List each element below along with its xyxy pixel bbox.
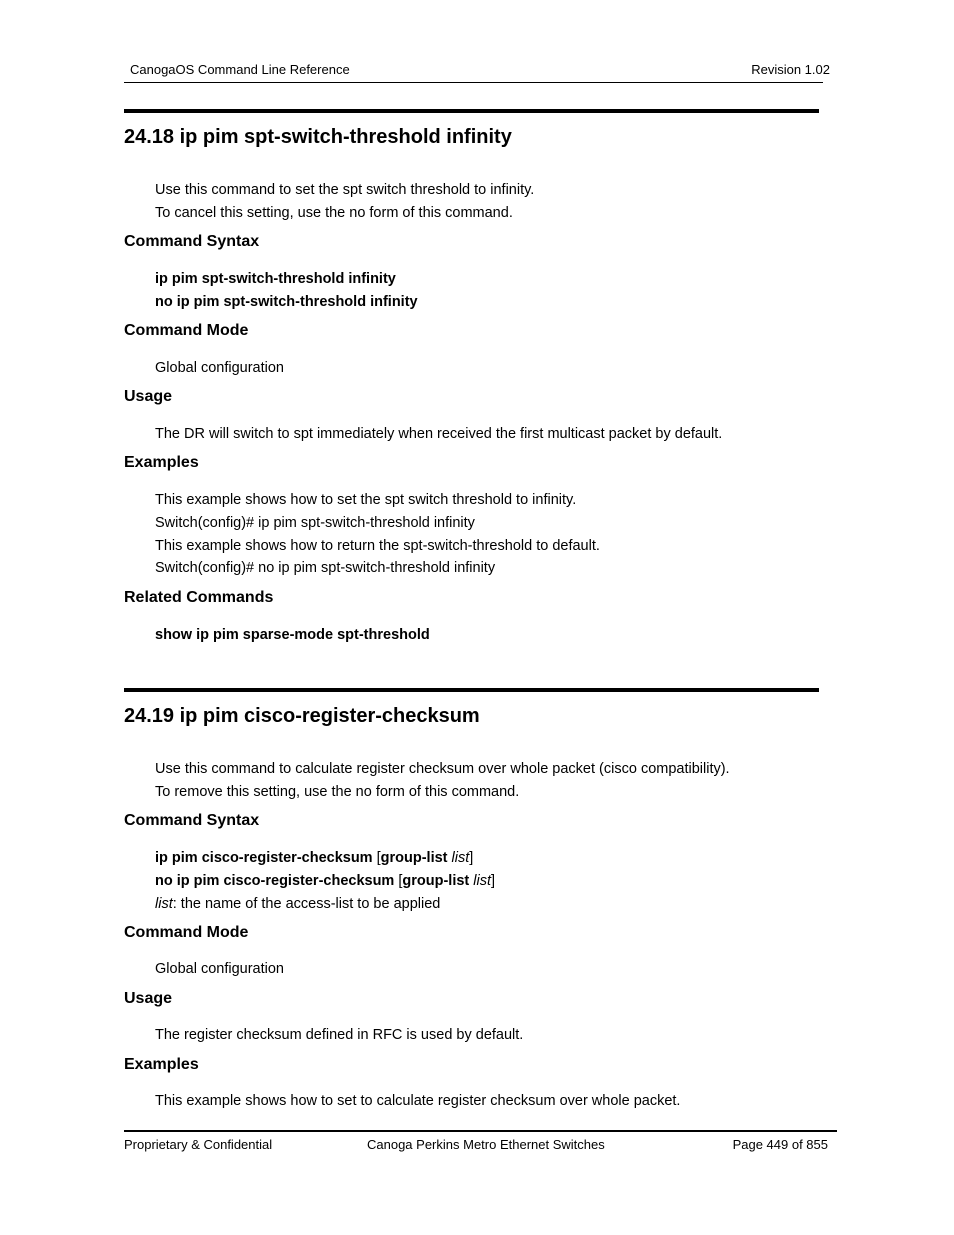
subheading-examples: Examples: [124, 454, 199, 471]
section-heading: 24.18 ip pim spt-switch-threshold infinity: [124, 126, 512, 148]
section-rule: [124, 109, 819, 113]
example-text: This example shows how to set the spt switch threshold to infinity.: [155, 492, 577, 508]
related-command: show ip pim sparse-mode spt-threshold: [155, 627, 430, 643]
footer-center: Canoga Perkins Metro Ethernet Switches: [367, 1137, 605, 1152]
usage-text: The register checksum defined in RFC is used by default.: [155, 1027, 524, 1043]
intro-text: To remove this setting, use the no form of this command.: [155, 784, 520, 800]
example-command: Switch(config)# ip pim spt-switch-threshold infinity: [155, 515, 475, 531]
header-title: CanogaOS Command Line Reference: [130, 62, 350, 77]
mode-text: Global configuration: [155, 360, 284, 376]
example-command: Switch(config)# no ip pim spt-switch-threshold infinity: [155, 560, 496, 576]
subheading-related-commands: Related Commands: [124, 589, 274, 606]
intro-text: To cancel this setting, use the no form of this command.: [155, 205, 513, 221]
syntax-line: [155, 850, 473, 866]
subheading-examples: Examples: [124, 1056, 199, 1073]
syntax-command: ip pim cisco-register-checksum: [155, 850, 373, 866]
header-rule: [124, 82, 823, 83]
section-rule: [124, 688, 819, 692]
footer-left: Proprietary & Confidential: [124, 1137, 273, 1152]
bracket-close: ]: [491, 873, 496, 889]
intro-text: Use this command to calculate register checksum over whole packet (cisco compatibility).: [155, 761, 730, 777]
section-heading: 24.19 ip pim cisco-register-checksum: [124, 705, 480, 727]
subheading-command-mode: Command Mode: [124, 322, 249, 339]
bracket-open: [: [372, 850, 381, 866]
bracket-close: ]: [469, 850, 474, 866]
param-name: list: [155, 896, 173, 912]
example-text: This example shows how to set to calculate register checksum over whole packet.: [155, 1093, 681, 1109]
footer-page-number: Page 449 of 855: [732, 1137, 828, 1152]
header-revision: Revision 1.02: [751, 62, 830, 77]
syntax-param: list: [451, 850, 470, 866]
syntax-line: ip pim spt-switch-threshold infinity: [155, 271, 396, 287]
mode-text: Global configuration: [155, 961, 284, 977]
syntax-line: [155, 873, 495, 889]
example-text: This example shows how to return the spt-switch-threshold to default.: [155, 538, 600, 554]
subheading-command-mode: Command Mode: [124, 924, 249, 941]
usage-text: The DR will switch to spt immediately when received the first multicast packet by default.: [155, 426, 723, 442]
subheading-usage: Usage: [124, 388, 173, 405]
syntax-command: no ip pim cisco-register-checksum: [155, 873, 395, 889]
subheading-command-syntax: Command Syntax: [124, 812, 260, 829]
syntax-keyword: group-list: [402, 873, 470, 889]
footer-rule: [124, 1130, 837, 1132]
param-desc-text: : the name of the access-list to be applied: [172, 896, 441, 912]
syntax-line: no ip pim spt-switch-threshold infinity: [155, 294, 418, 310]
bracket-open: [: [394, 873, 403, 889]
param-description: [155, 896, 440, 912]
subheading-command-syntax: Command Syntax: [124, 233, 260, 250]
syntax-param: list: [473, 873, 492, 889]
subheading-usage: Usage: [124, 990, 173, 1007]
intro-text: Use this command to set the spt switch threshold to infinity.: [155, 182, 535, 198]
syntax-keyword: group-list: [380, 850, 448, 866]
